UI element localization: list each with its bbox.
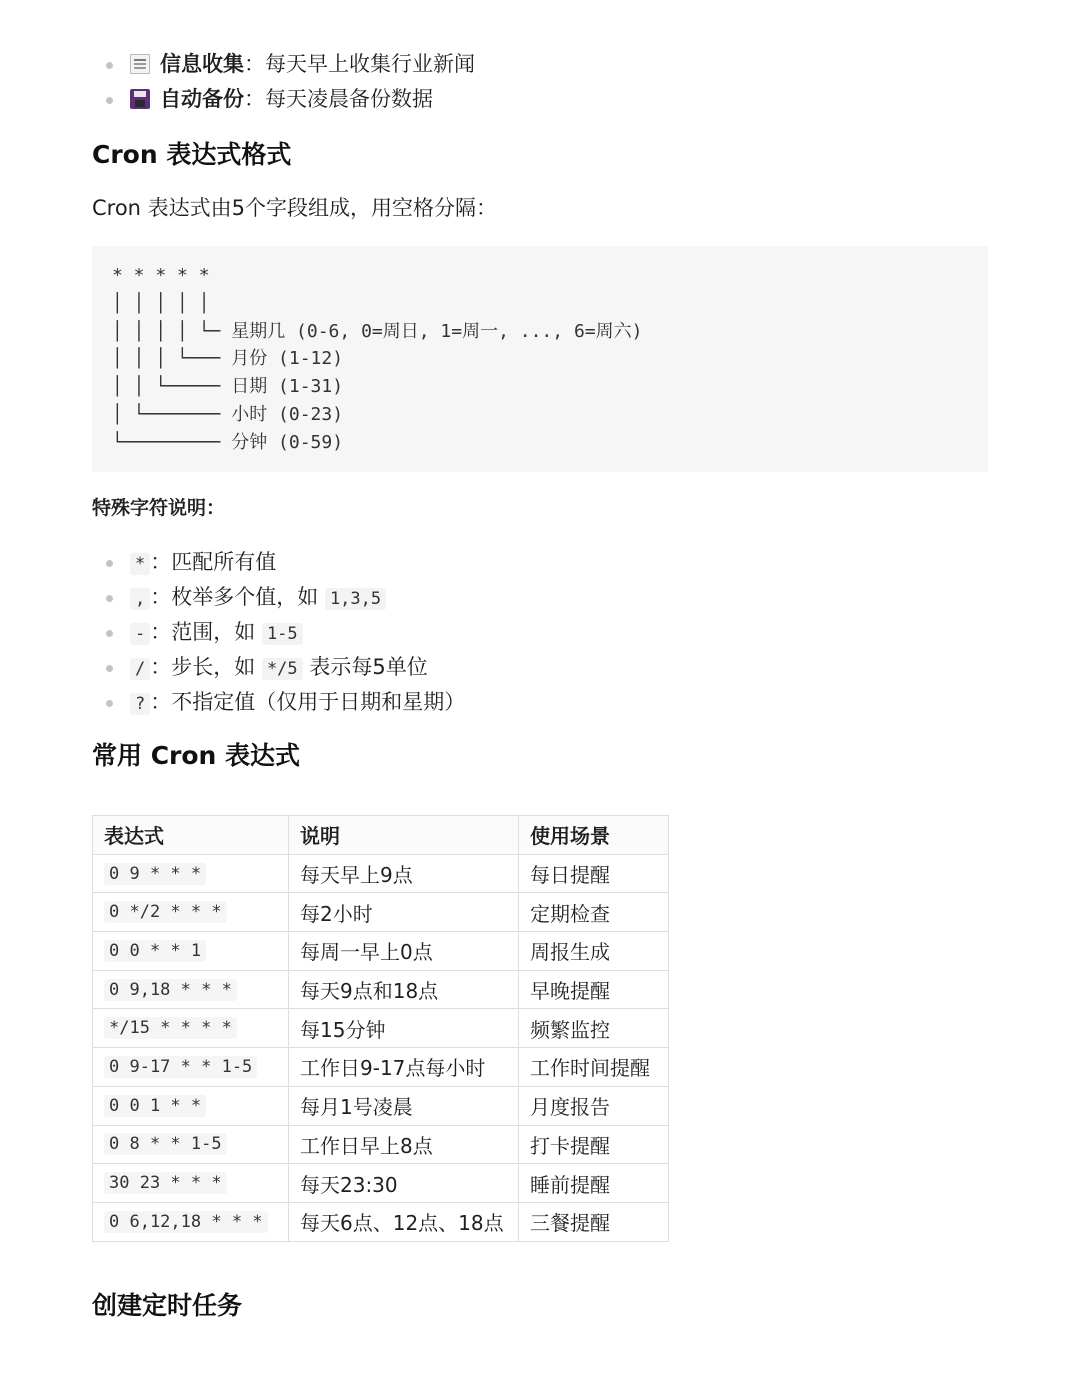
list-item: , ：枚举多个值，如 1,3,5	[92, 580, 465, 615]
list-item-desc: 每天早上收集行业新闻	[265, 52, 475, 76]
table-row	[93, 1164, 669, 1203]
example-code: 1-5	[262, 623, 303, 645]
expr-cell: 0 8 * * 1-5	[104, 1133, 227, 1155]
desc-cell: 每2小时	[289, 893, 519, 932]
use-cell: 周报生成	[519, 932, 669, 971]
list-item-title: 信息收集	[160, 52, 244, 76]
special-chars-heading: 特殊字符说明：	[92, 497, 226, 519]
special-char: /	[130, 658, 150, 680]
cron-format-heading: Cron 表达式格式	[92, 140, 292, 169]
use-cell: 工作时间提醒	[519, 1048, 669, 1087]
list-item-title: 自动备份	[160, 87, 244, 111]
desc-cell: 每天23:30	[289, 1164, 519, 1203]
cron-format-intro: Cron 表达式由5个字段组成，用空格分隔：	[92, 196, 498, 220]
example-code: 1,3,5	[325, 588, 386, 610]
table-row	[93, 1009, 669, 1048]
list-item: ? ：不指定值（仅用于日期和星期）	[92, 685, 465, 720]
use-cell: 早晚提醒	[519, 970, 669, 1009]
table-row	[93, 854, 669, 893]
floppy-disk-icon	[130, 89, 150, 109]
expr-cell: 0 0 * * 1	[104, 940, 206, 962]
create-task-heading: 创建定时任务	[92, 1291, 243, 1320]
cron-format-code-block	[92, 246, 988, 472]
table-row	[93, 970, 669, 1009]
column-header: 使用场景	[519, 816, 669, 855]
desc-cell: 工作日9-17点每小时	[289, 1048, 519, 1087]
use-cell: 三餐提醒	[519, 1202, 669, 1241]
special-char: ?	[130, 693, 150, 715]
expr-cell: 0 9,18 * * *	[104, 979, 237, 1001]
expr-cell: 0 0 1 * *	[104, 1095, 206, 1117]
expr-cell: 0 9-17 * * 1-5	[104, 1056, 257, 1078]
newspaper-icon	[130, 54, 150, 74]
expr-cell: 0 */2 * * *	[104, 901, 227, 923]
table-row	[93, 1202, 669, 1241]
table-row	[93, 1125, 669, 1164]
special-chars-list	[92, 545, 465, 720]
desc-cell: 每15分钟	[289, 1009, 519, 1048]
list-item: 自动备份：每天凌晨备份数据	[92, 82, 475, 117]
use-cell: 月度报告	[519, 1086, 669, 1125]
desc-cell: 每天9点和18点	[289, 970, 519, 1009]
expr-cell: 30 23 * * *	[104, 1172, 227, 1194]
table-row	[93, 893, 669, 932]
desc-cell: 每天6点、12点、18点	[289, 1202, 519, 1241]
common-cron-table	[92, 815, 669, 1242]
list-item: 信息收集：每天早上收集行业新闻	[92, 47, 475, 82]
example-code: */5	[262, 658, 303, 680]
column-header: 表达式	[93, 816, 289, 855]
expr-cell: */15 * * * *	[104, 1017, 237, 1039]
expr-cell: 0 9 * * *	[104, 863, 206, 885]
common-cron-heading: 常用 Cron 表达式	[92, 741, 301, 770]
list-item-desc: 每天凌晨备份数据	[265, 87, 433, 111]
table-row	[93, 1086, 669, 1125]
table-row	[93, 1048, 669, 1087]
task-examples-list	[92, 47, 475, 117]
use-cell: 定期检查	[519, 893, 669, 932]
special-char: ,	[130, 588, 150, 610]
desc-cell: 每周一早上0点	[289, 932, 519, 971]
desc-cell: 工作日早上8点	[289, 1125, 519, 1164]
list-item: - ：范围，如 1-5	[92, 615, 465, 650]
use-cell: 每日提醒	[519, 854, 669, 893]
expr-cell: 0 6,12,18 * * *	[104, 1211, 268, 1233]
column-header: 说明	[289, 816, 519, 855]
desc-cell: 每月1号凌晨	[289, 1086, 519, 1125]
list-item: / ：步长，如 */5 表示每5单位	[92, 650, 465, 685]
special-char: -	[130, 623, 150, 645]
table-row	[93, 932, 669, 971]
desc-cell: 每天早上9点	[289, 854, 519, 893]
special-char: *	[130, 553, 150, 575]
code-content: * * * * * │ │ │ │ │ │ │ │ │ └─ 星期几 (0-6, 0=周日, 1=周一, ..., 6=周六) │ │ │ └─── 月份 (1-12) │ │ └───── 日期 (1-31) │ └─────── 小时 (0-23) └───────── 分钟 (0-59)	[112, 265, 643, 453]
table-header-row	[93, 816, 669, 855]
list-item: * ：匹配所有值	[92, 545, 465, 580]
use-cell: 睡前提醒	[519, 1164, 669, 1203]
use-cell: 打卡提醒	[519, 1125, 669, 1164]
use-cell: 频繁监控	[519, 1009, 669, 1048]
